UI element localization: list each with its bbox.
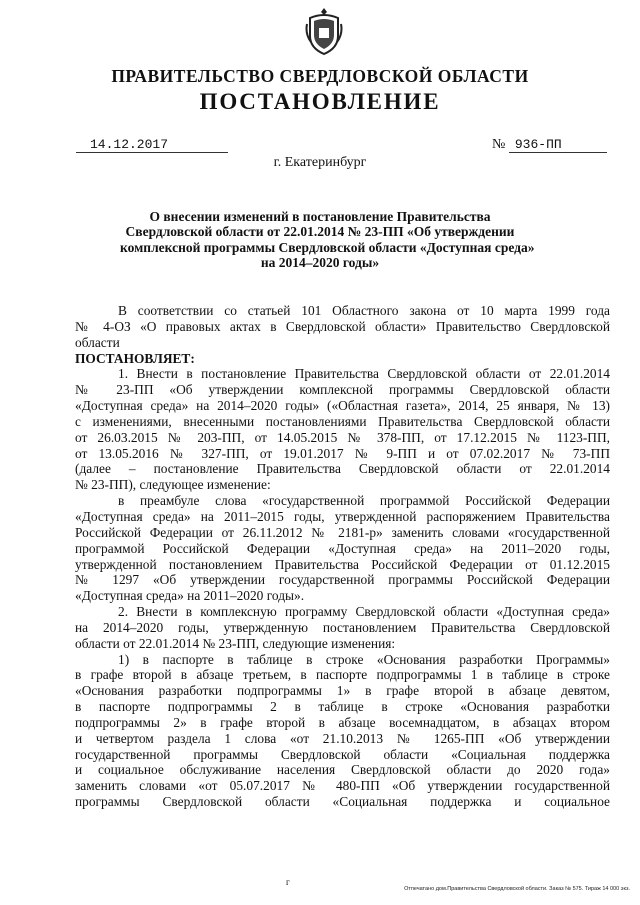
document-title [120, 209, 535, 271]
resolves-heading: ПОСТАНОВЛЯЕТ: [75, 350, 195, 366]
body-line: и четвертом раздела 1 слова «от 21.10.2013 № 1265-ПП «Об утверждении [75, 730, 610, 746]
body-line: 2. Внести в комплексную программу Свердловской области «Доступная среда» [118, 604, 610, 620]
body-line: № 4-ОЗ «О правовых актах в Свердловской области» Правительство Свердловской [75, 318, 610, 334]
title-line: О внесении изменений в постановление Правительства [149, 209, 491, 224]
body-line: В соответствии со статьей 101 Областного закона от 10 марта 1999 года [118, 303, 610, 318]
city: г. Екатеринбург [273, 155, 367, 170]
body-line: утвержденной постановлением Правительства Российской Федерации от 01.12.2015 [75, 556, 610, 572]
body-line: с изменениями, внесенными постановлениями Правительства Свердловской области [75, 413, 610, 429]
body-line: № 23-ПП), следующее изменение: [75, 477, 271, 493]
body-line: 1. Внести в постановление Правительства Свердловской области от 22.01.2014 [118, 366, 610, 382]
coat-of-arms-emblem [305, 6, 343, 56]
document-body [75, 303, 610, 810]
print-footer: Отпечатано дом.Правительства Свердловской области. Заказ № 575. Тираж 14 000 экз. [404, 886, 630, 892]
organization-name: ПРАВИТЕЛЬСТВО СВЕРДЛОВСКОЙ ОБЛАСТИ [111, 66, 529, 86]
body-line: от 26.03.2015 № 203-ПП, от 14.05.2015 № 378-ПП, от 17.12.2015 № 1123-ПП, [75, 429, 610, 445]
title-line: комплексной программы Свердловской области «Доступная среда» [120, 239, 535, 255]
body-line: Российской Федерации от 26.11.2012 № 2181-р» заменить словами «государственной [75, 524, 610, 540]
body-line: в графе второй в абзаце третьем, в паспорте подпрограммы 1 в таблице в строке [75, 667, 610, 683]
body-line: области от 22.01.2014 № 23-ПП, следующие изменения: [75, 635, 396, 651]
body-line: от 13.05.2016 № 327-ПП, от 19.01.2017 № 9-ПП и от 07.02.2017 № 73-ПП [75, 445, 610, 461]
page-mark: г [286, 877, 290, 887]
body-line: № 1297 «Об утверждении государственной программы Российской Федерации [75, 572, 610, 588]
document-number: 936-ПП [509, 137, 607, 153]
body-line: (далее – постановление Правительства Свердловской области от 22.01.2014 [75, 461, 610, 477]
body-line: № 23-ПП «Об утверждении комплексной программы Свердловской области [75, 382, 610, 398]
body-line: на 2014–2020 годы, утвержденную постановлением Правительства Свердловской [75, 619, 610, 635]
body-line: в паспорте подпрограммы 2 в таблице в строке «Основания разработки [75, 699, 610, 715]
body-line: «Доступная среда» на 2011–2015 годы, утвержденной распоряжением Правительства [75, 508, 610, 524]
body-line: 1) в паспорте в таблице в строке «Основания разработки Программы» [118, 651, 610, 667]
document-type: ПОСТАНОВЛЕНИЕ [199, 89, 441, 114]
body-line: государственной программы Свердловской области «Социальная поддержка [75, 746, 610, 762]
document-number-block [492, 137, 607, 153]
body-line: программой Российской Федерации «Доступная среда» на 2011–2020 годы, [75, 540, 610, 556]
body-line: и социальное обслуживание населения Свердловской области до 2020 года» [75, 762, 610, 778]
title-line: на 2014–2020 годы» [260, 255, 380, 271]
body-line: в преамбуле слова «государственной программой Российской Федерации [118, 493, 610, 509]
body-line: заменить словами «от 05.07.2017 № 480-ПП «Об утверждении государственной [75, 778, 610, 794]
document-date: 14.12.2017 [76, 137, 228, 153]
body-line: подпрограммы 2» в графе второй в абзаце восемнадцатом, в абзацах втором [75, 714, 610, 730]
body-line: программы Свердловской области «Социальная поддержка и социальное [75, 794, 610, 810]
title-line: Свердловской области от 22.01.2014 № 23-ПП «Об утверждении [125, 224, 515, 240]
body-line: «Доступная среда» на 2011–2020 годы». [75, 588, 305, 604]
number-label: № [492, 137, 506, 152]
body-line: «Доступная среда» на 2014–2020 годы» («Областная газета», 2014, 25 января, № 13) [75, 398, 610, 414]
body-line: «Основания разработки подпрограммы 1» в графе второй в абзаце девятом, [75, 683, 610, 699]
body-line: области [75, 334, 120, 350]
